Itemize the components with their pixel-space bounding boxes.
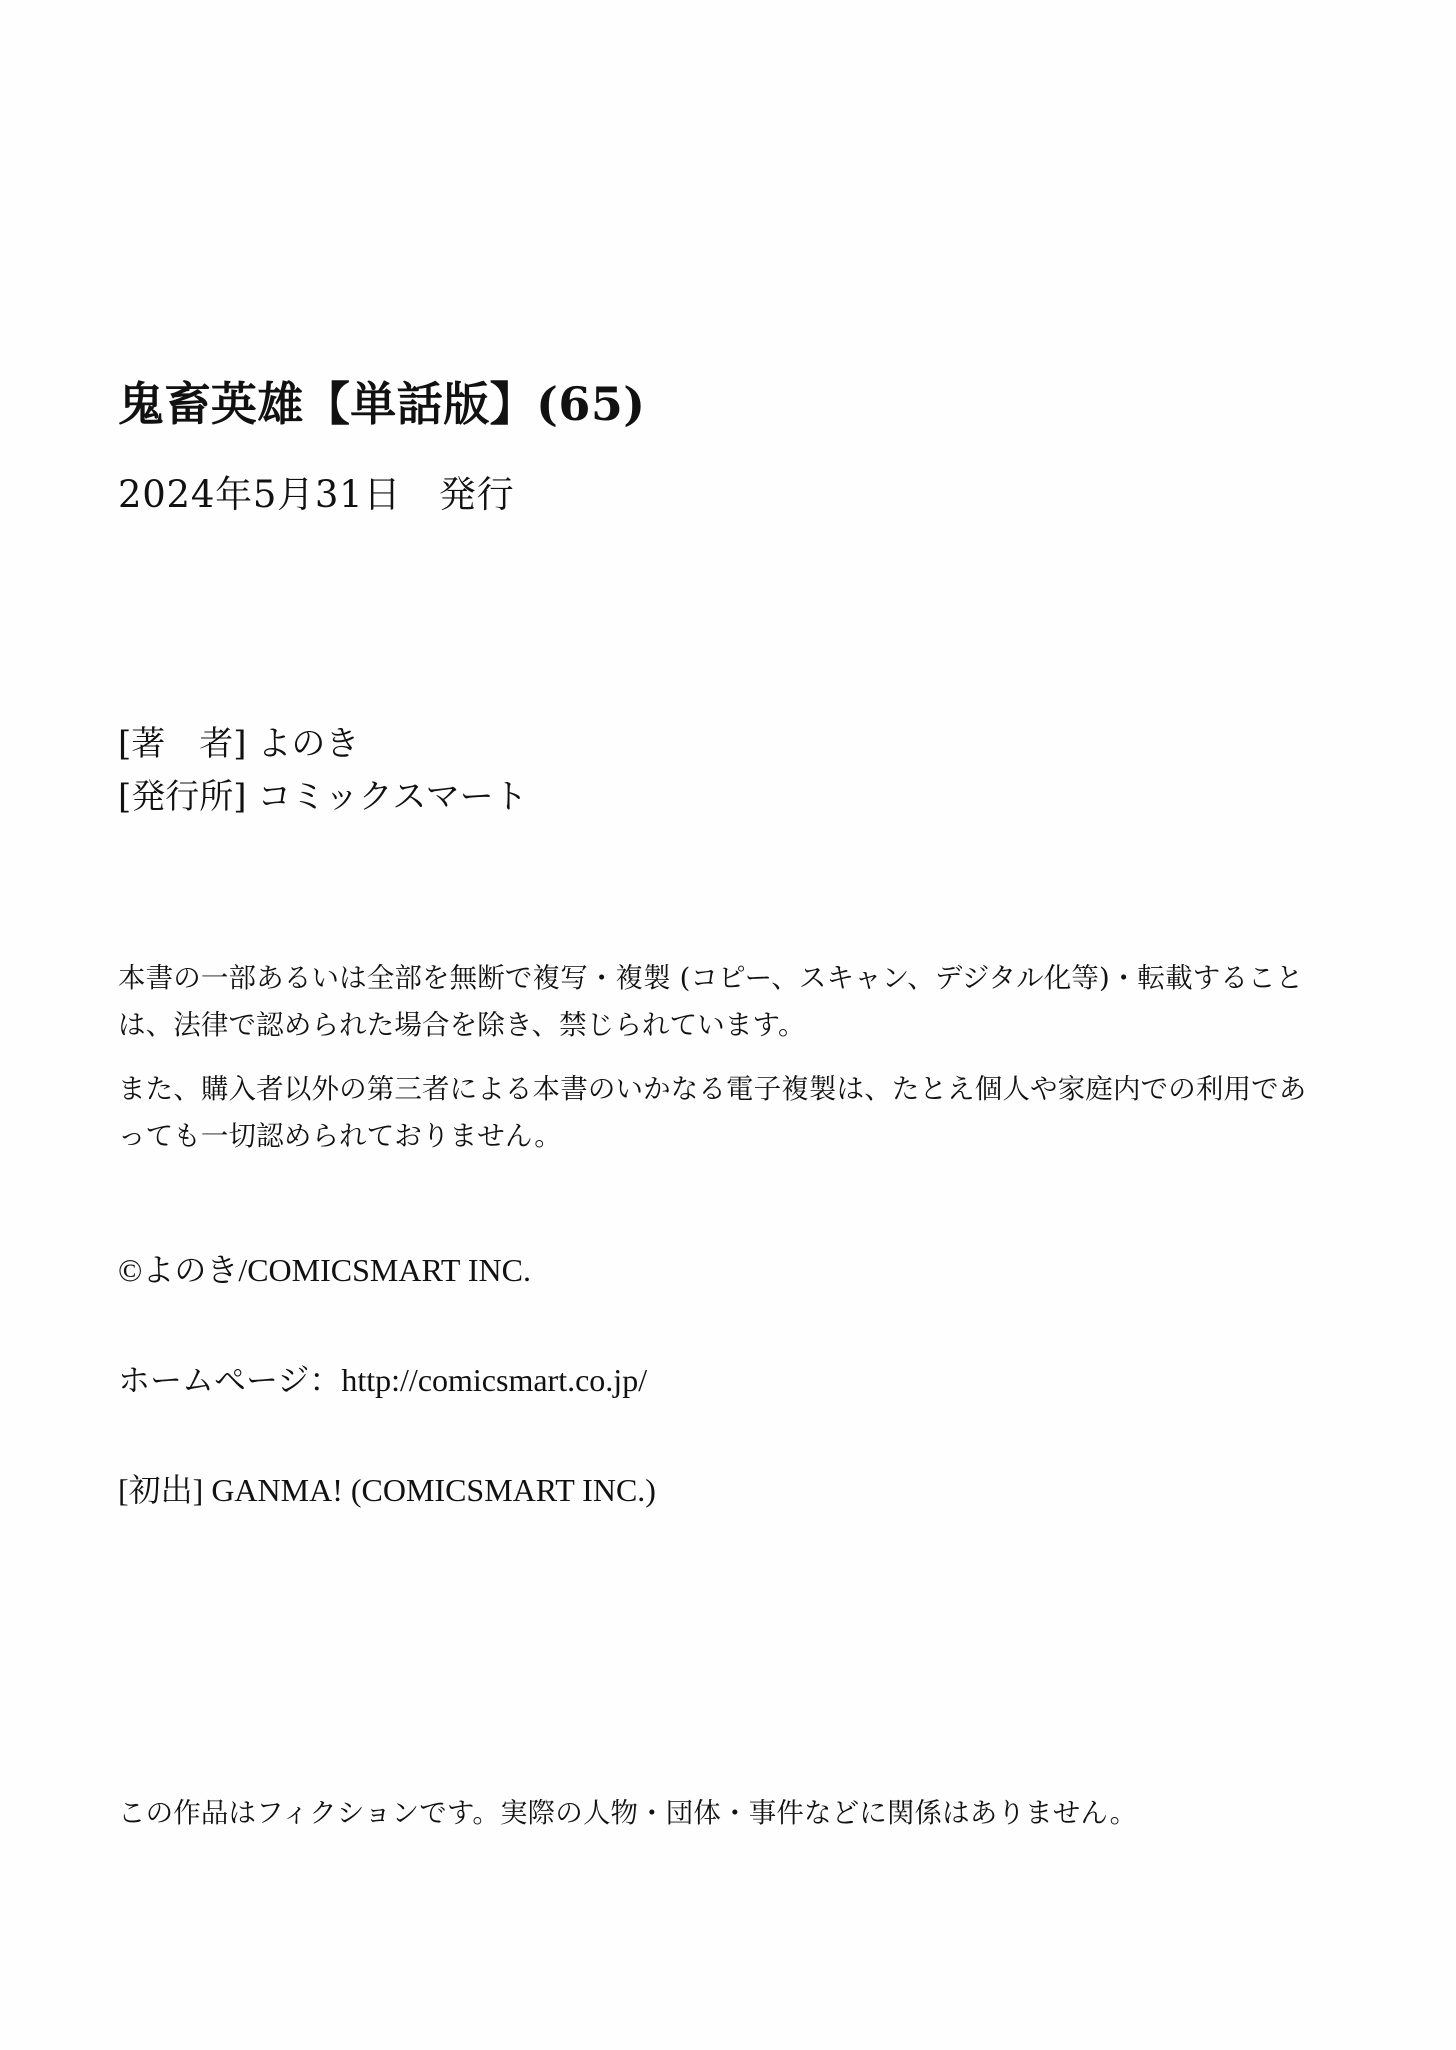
- credit-author: [著 者] よのき: [118, 724, 360, 764]
- copyright-line: ©よのき/COMICSMART INC.: [118, 1252, 531, 1288]
- copyright-notice-paragraph-2: また、購入者以外の第三者による本書のいかなる電子複製は、たとえ個人や家庭内での利用であっても一切認められておりません。: [118, 1072, 1307, 1152]
- page-title: 鬼畜英雄【単話版】(65): [118, 377, 646, 431]
- copyright-notice-paragraph-1: 本書の一部あるいは全部を無断で複写・複製 (コピー、スキャン、デジタル化等)・転載することは、法律で認められた場合を除き、禁じられています。: [118, 962, 1304, 1042]
- credit-publisher: [発行所] コミックスマート: [118, 776, 528, 817]
- fiction-disclaimer: この作品はフィクションです。実際の人物・団体・事件などに関係はありません。: [118, 1797, 1138, 1829]
- homepage-line: ホームページ：http://comicsmart.co.jp/: [118, 1362, 648, 1398]
- copyright-notice: [118, 955, 1333, 1160]
- first-publication-line: [初出] GANMA! (COMICSMART INC.): [118, 1472, 656, 1508]
- publication-date: 2024年5月31日 発行: [118, 473, 515, 516]
- credits-block: [118, 718, 528, 823]
